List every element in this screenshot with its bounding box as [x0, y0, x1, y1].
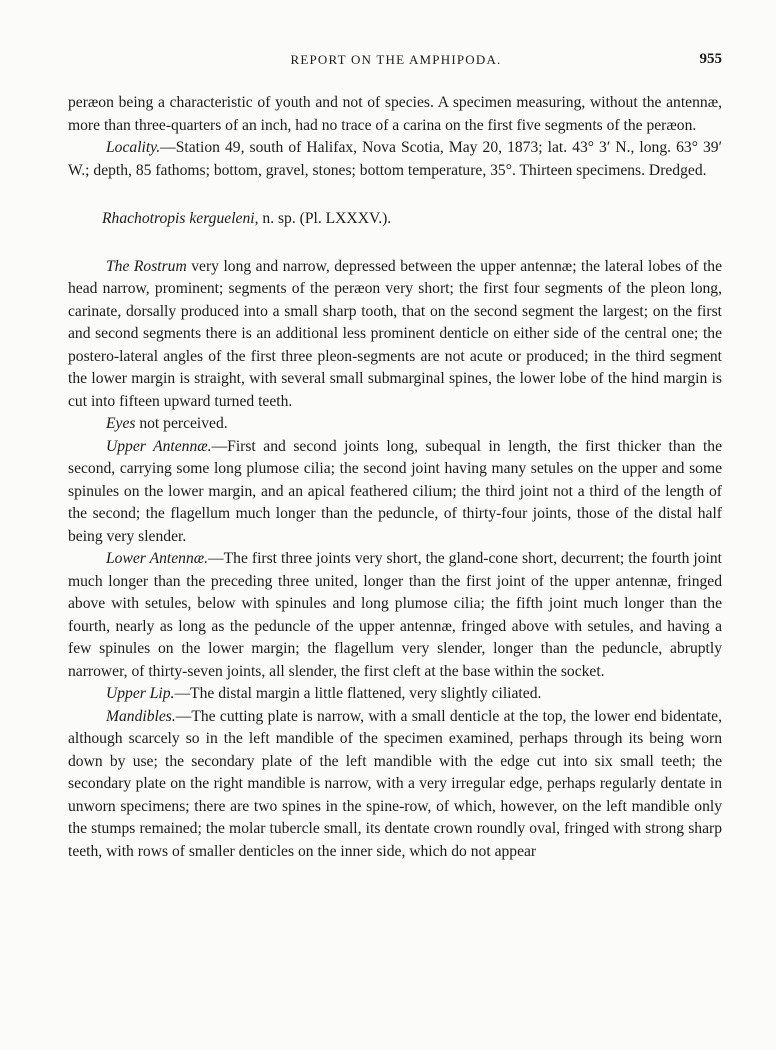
paragraph-locality: [68, 137, 722, 182]
species-heading: [68, 208, 722, 231]
eyes-label: Eyes: [106, 415, 136, 432]
species-name: Rhachotropis kergueleni: [102, 210, 255, 227]
upper-lip-text: —The distal margin a little flattened, very slightly ciliated.: [174, 685, 542, 702]
paragraph-continuation: peræon being a characteristic of youth and not of species. A specimen measuring, without the antennæ, more than three-quarters of an inch, had no trace of a carina on the first five segments of the peræon.: [68, 94, 722, 134]
upper-antennae-label: Upper Antennæ.: [106, 437, 212, 455]
running-title: REPORT ON THE AMPHIPODA.: [290, 52, 502, 67]
paragraph-eyes: [68, 413, 722, 436]
running-header: [70, 52, 722, 76]
eyes-text: not perceived.: [135, 415, 228, 432]
species-suffix: , n. sp. (Pl. LXXXV.).: [254, 210, 392, 227]
body-text: [68, 92, 722, 863]
paragraph-upper-lip: [68, 683, 722, 706]
paragraph-upper-antennae: [68, 436, 722, 549]
paragraph-mandibles: [68, 706, 722, 864]
rostrum-label: The Rostrum: [106, 257, 187, 275]
paragraph-lower-antennae: [68, 548, 722, 683]
upper-lip-label: Upper Lip.: [106, 685, 175, 702]
locality-text: —Station 49, south of Halifax, Nova Scotia, May 20, 1873; lat. 43° 3′ N., long. 63° 39′ W.; depth, 85 fathoms; bottom, gravel, stones; bottom temperature, 35°. Thirteen specimens. Dredged.: [68, 139, 722, 179]
mandibles-label: Mandibles.: [106, 707, 176, 725]
locality-label: Locality.: [106, 139, 161, 156]
lower-antennae-label: Lower Antennæ.: [106, 550, 209, 567]
paragraph-rostrum: [68, 256, 722, 414]
upper-antennae-text: —First and second joints long, subequal in length, the first thicker than the second, carrying some long plumose cilia; the second joint having many setules on the upper and some spinules on the lower margin, and an apical feathered cilium; the third joint not a third of the length of the second; the flagellum much longer than the peduncle, of thirty-four joints, those of the distal half being very slender.: [68, 437, 722, 545]
rostrum-text: very long and narrow, depressed between the upper antennæ; the lateral lobes of the head narrow, prominent; segments of the peræon very short; the first four segments of the pleon long, carinate, dorsally produced into a small sharp tooth, that on the second segment the largest; on the first and second segments there is an additional less prominent denticle on either side of the central one; the postero-lateral angles of the first three pleon-segments are not acute or produced; in the third segment the lower margin is straight, with several small submarginal spines, the lower lobe of the hind margin is cut into fifteen upward turned teeth.: [68, 257, 723, 410]
lower-antennae-text: —The first three joints very short, the gland-cone short, decurrent; the fourth joint much longer than the preceding three united, longer than the first joint of the upper antennæ, fringed above with setules, below with spinules and long plumose cilia; the fifth joint much longer than the fourth, nearly as long as the peduncle of the upper antennæ, fringed above with setules, and having a few spinules on the lower margin; the flagellum very slender, longer than the peduncle, abruptly narrower, of thirty-seven joints, all slender, the first cleft at the base within the socket.: [68, 550, 722, 680]
mandibles-text: —The cutting plate is narrow, with a small denticle at the top, the lower end bidentate, although scarcely so in the left mandible of the specimen examined, perhaps through its being worn down by use; the secondary plate of the left mandible with the edge cut into six small teeth; the secondary plate on the right mandible is narrow, with a very irregular edge, perhaps regularly dentate in unworn specimens; there are two spines in the spine-row, of which, however, on the left mandible only the stumps remained; the molar tubercle small, its dentate crown roundly oval, fringed with strong sharp teeth, with rows of smaller denticles on the inner side, which do not appear: [68, 707, 722, 860]
page-number: 955: [699, 51, 722, 67]
